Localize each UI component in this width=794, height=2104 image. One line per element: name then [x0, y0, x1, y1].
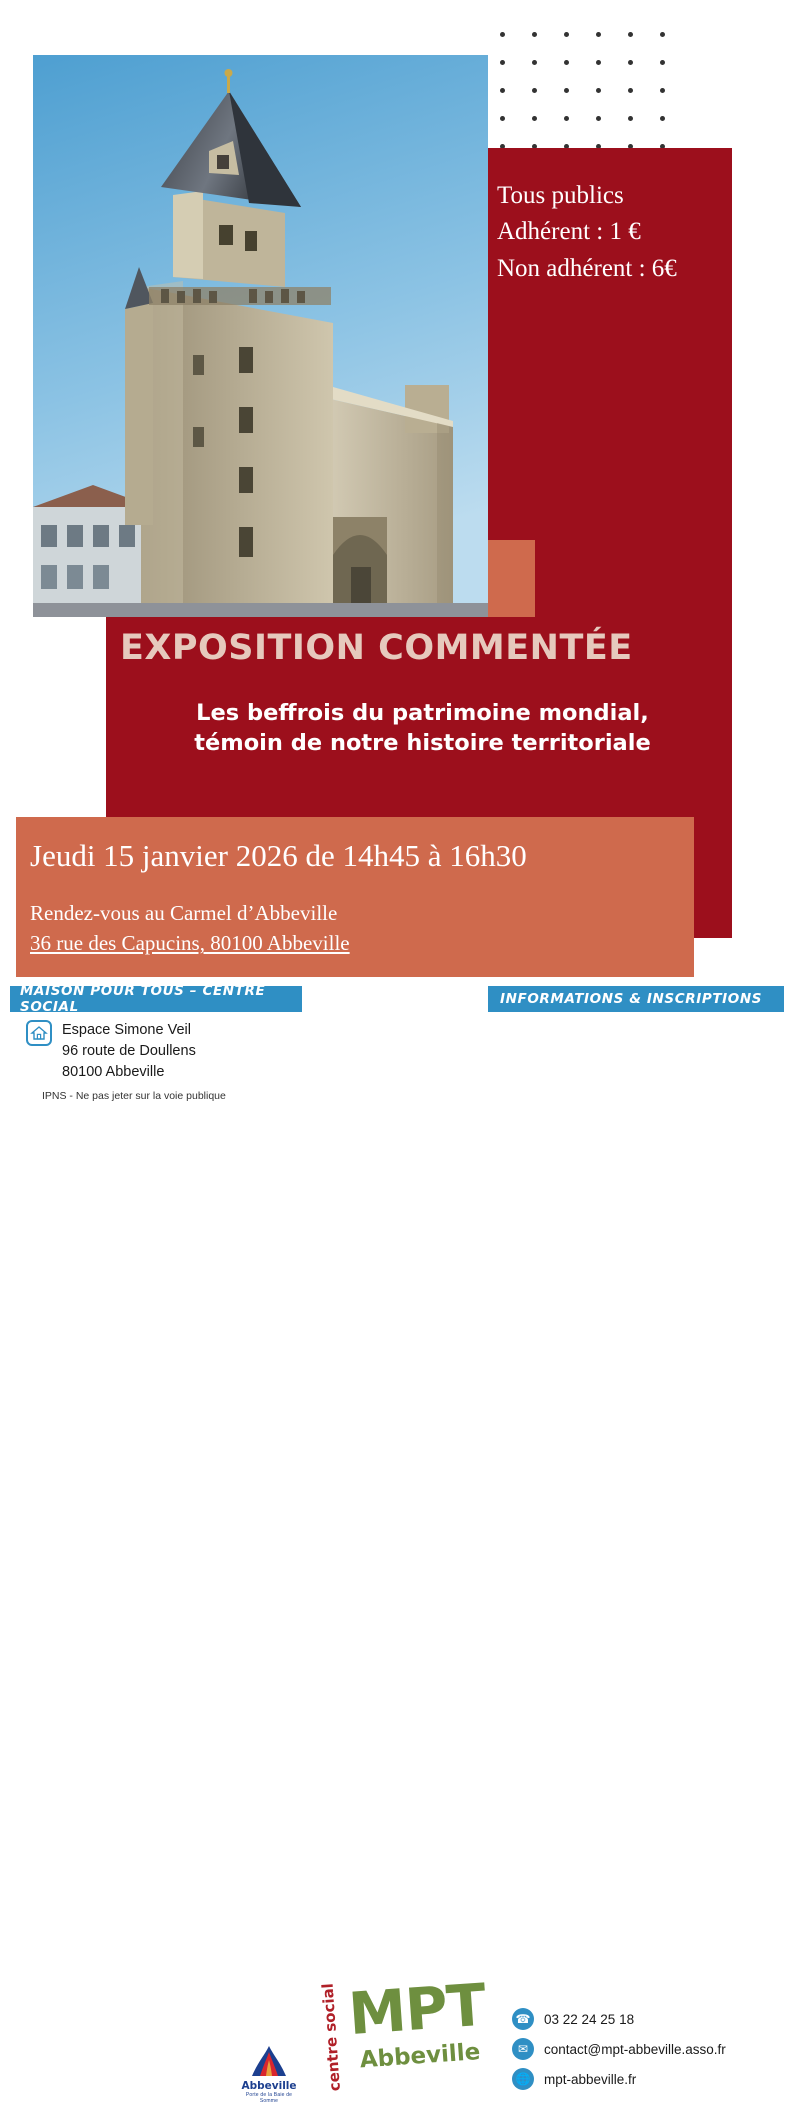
- price-line-all-public: Tous publics: [497, 182, 624, 209]
- terracotta-accent-square: [487, 540, 535, 620]
- mpt-logo-city: Abbeville: [359, 2039, 482, 2074]
- dot: [660, 116, 665, 121]
- dot: [564, 116, 569, 121]
- footer: [0, 983, 794, 2104]
- abbeville-city-logo: [238, 2042, 300, 2102]
- globe-icon: 🌐: [512, 2068, 534, 2090]
- dot: [596, 116, 601, 121]
- footer-address-line1: Espace Simone Veil: [62, 1022, 191, 1038]
- envelope-icon: ✉: [512, 2038, 534, 2060]
- dot: [660, 60, 665, 65]
- dot: [596, 32, 601, 37]
- dot: [628, 116, 633, 121]
- page-subtitle: [120, 698, 725, 759]
- contact-row[interactable]: [512, 2008, 784, 2030]
- dot: [660, 88, 665, 93]
- price-line-member: Adhérent : 1 €: [497, 218, 641, 246]
- dot: [564, 88, 569, 93]
- footer-contact-block: [512, 2008, 784, 2098]
- dot: [564, 60, 569, 65]
- dot: [628, 60, 633, 65]
- dot: [500, 32, 505, 37]
- event-datetime: Jeudi 15 janvier 2026 de 14h45 à 16h30: [30, 838, 527, 873]
- mpt-logo: [302, 1963, 486, 2100]
- dot: [500, 60, 505, 65]
- page-title: EXPOSITION COMMENTÉE: [120, 628, 633, 668]
- dot: [532, 60, 537, 65]
- contact-website: mpt-abbeville.fr: [544, 2071, 637, 2087]
- abbeville-city-logo-tagline: Porte de la Baie de Somme: [245, 2092, 293, 2104]
- contact-row[interactable]: [512, 2068, 784, 2090]
- belfry-photo: [33, 55, 488, 617]
- event-meeting-point: Rendez-vous au Carmel d’Abbeville: [30, 901, 338, 925]
- page-subtitle-line1: Les beffrois du patrimoine mondial,: [196, 700, 649, 726]
- ipns-notice: IPNS - Ne pas jeter sur la voie publique: [42, 1090, 226, 1102]
- dot: [596, 88, 601, 93]
- dot: [500, 88, 505, 93]
- footer-address-line2: 96 route de Doullens: [62, 1043, 196, 1060]
- dot: [532, 116, 537, 121]
- dot: [628, 32, 633, 37]
- dot: [628, 88, 633, 93]
- mpt-logo-letters: MPT: [346, 1970, 488, 2049]
- price-line-non-member: Non adhérent : 6€: [497, 254, 677, 282]
- contact-row[interactable]: [512, 2038, 784, 2060]
- dot: [564, 32, 569, 37]
- footer-info-bar: INFORMATIONS & INSCRIPTIONS: [488, 986, 784, 1012]
- dot: [500, 116, 505, 121]
- dot: [532, 88, 537, 93]
- dot: [596, 60, 601, 65]
- footer-address-line3: 80100 Abbeville: [62, 1064, 165, 1081]
- event-location-block: [30, 898, 350, 959]
- house-icon: [26, 1020, 52, 1046]
- event-address: 36 rue des Capucins, 80100 Abbeville: [30, 931, 350, 956]
- phone-icon: ☎: [512, 2008, 534, 2030]
- contact-phone: 03 22 24 25 18: [544, 2011, 635, 2027]
- page-subtitle-line2: témoin de notre histoire territoriale: [194, 730, 651, 757]
- footer-organisation-bar: MAISON POUR TOUS – CENTRE SOCIAL: [10, 986, 302, 1012]
- dot-grid-decoration: [500, 32, 670, 152]
- footer-address-text: [62, 1020, 196, 1083]
- contact-email: contact@mpt-abbeville.asso.fr: [544, 2041, 726, 2057]
- abbeville-city-logo-name: Abbeville: [241, 2080, 297, 2092]
- dot: [532, 32, 537, 37]
- mpt-logo-vertical-text: centre social: [318, 1982, 345, 2093]
- dot: [660, 32, 665, 37]
- price-text-block: [497, 178, 737, 287]
